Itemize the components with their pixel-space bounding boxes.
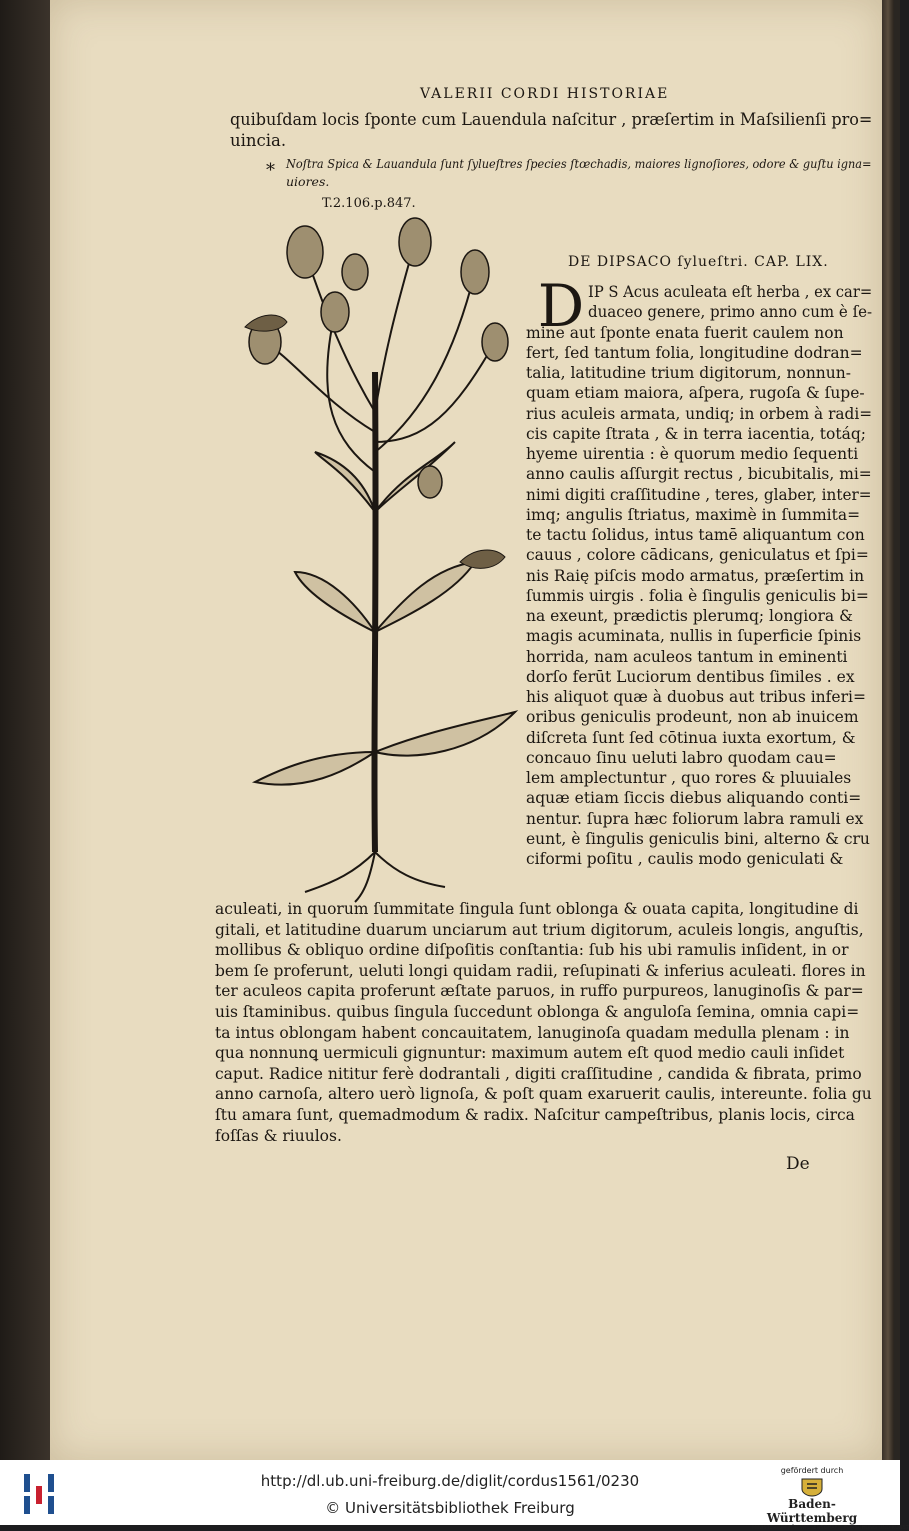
marginal-mark: * — [266, 160, 275, 181]
body-text-line: rius aculeis armata, undiq; in orbem à radi= — [526, 404, 873, 423]
body-text-line: magis acuminata, nullis in ſuperficie ſpinis — [526, 627, 862, 646]
root — [375, 852, 445, 887]
body-text-line: cis capite ſtrata , & in terra iacentia, totáq; — [526, 424, 866, 443]
root — [355, 852, 375, 902]
body-text-line: quam etiam maiora, aſpera, rugoſa & ſupe- — [526, 384, 865, 403]
body-text-line: ſtu amara ſunt, quemadmodum & radix. Naſcitur campeſtribus, planis locis, circa — [215, 1106, 855, 1124]
book-binding — [882, 0, 894, 1460]
intro-line: quibuſdam locis ſponte cum Lauendula naſcitur , præſertim in Maſsilienſi pro= — [230, 110, 873, 129]
body-text-line: foſſas & riuulos. — [215, 1126, 342, 1145]
body-text-line: ciformi poſitu , caulis modo geniculati & — [526, 850, 844, 868]
branch — [375, 342, 495, 442]
body-text-line: nentur. ſupra hæc foliorum labra ramuli ex — [526, 809, 864, 828]
body-text-line: dorſo ferūt Luciorum dentibus ſimiles . ex — [526, 667, 855, 686]
sponsor-label: gefördert durch — [780, 1466, 844, 1475]
body-text-line: eunt, è ſingulis geniculis bini, alterno & cru — [526, 829, 870, 848]
body-text-line: horrida, nam aculeos tantum in eminenti — [526, 647, 848, 666]
body-text-line: mine aut ſponte enata fuerit caulem non — [526, 323, 844, 342]
body-text-line: bem ſe proferunt, ueluti longi quidam radii, reſupinati & inferius aculeati. flores in — [215, 961, 866, 980]
teasel-head — [418, 466, 442, 498]
note-line: uiores. — [286, 174, 330, 189]
body-text-line: concauo ſinu ueluti labro quodam cau= — [526, 748, 837, 767]
body-text-line: te tactu ſolidus, intus tamē aliquantum con — [526, 526, 865, 544]
body-text-line: diſcreta ſunt ſed cōtinua iuxta exortum, & — [526, 728, 856, 747]
leaf — [375, 562, 475, 632]
page-edge — [0, 0, 50, 1460]
body-text-line: anno carnoſa, altero uerò lignoſa, & poſt quam exaruerit caulis, intereunte. folia gu — [215, 1085, 872, 1104]
body-text-line: anno caulis aſſurgit rectus , bicubitalis, mi= — [526, 465, 872, 484]
body-text-line: oribus geniculis prodeunt, non ab inuicem — [526, 708, 859, 727]
body-text-line: cauus , colore cādicans, geniculatus et ſpi= — [526, 546, 869, 565]
body-text-line: duaceo genere, primo anno cum è ſe- — [588, 303, 873, 322]
teasel-head — [461, 250, 489, 294]
body-text-line: uis ſtaminibus. quibus ſingula ſuccedunt oblonga & anguloſa ſemina, omnia capi= — [215, 1003, 860, 1021]
branch — [375, 242, 415, 412]
body-text-line: hyeme uirentia : è quorum medio ſequenti — [526, 445, 859, 463]
teasel-head — [482, 323, 508, 361]
branch — [265, 342, 375, 432]
body-text-line: imq; angulis ſtriatus, maximè in ſummita= — [526, 505, 861, 524]
leaf — [315, 452, 375, 512]
body-text-line: talia, latitudine trium digitorum, nonnun- — [526, 364, 851, 382]
copyright-notice: © Universitätsbibliothek Freiburg — [325, 1499, 575, 1517]
bird-right — [460, 550, 505, 568]
bird-left — [245, 315, 287, 331]
body-text-line: nimi digiti craſſitudine , teres, glaber, inter= — [526, 485, 872, 504]
branch — [327, 312, 375, 472]
branch — [375, 272, 475, 452]
body-text-line: his aliquot quæ à duobus aut tribus inferi= — [526, 688, 866, 706]
body-text-line: aquæ etiam ſiccis diebus aliquando conti= — [526, 789, 862, 808]
body-text-line: nis Raię piſcis modo armatus, præſertim in — [526, 566, 865, 585]
body-text-line: na exeunt, prædictis plerumq; longiora & — [526, 607, 853, 625]
body-text-line: caput. Radice nititur ferè dodrantali , digiti craſſitudine , candida & fibrata, primo — [215, 1064, 862, 1083]
drop-cap-initial: D — [537, 272, 585, 340]
state-crest-icon — [799, 1477, 825, 1497]
body-text-line: qua nonnunꝗ uermiculi gignuntur: maximum autem eſt quod medio cauli inſidet — [215, 1044, 845, 1063]
body-text-line: aculeati, in quorum ſummitate ſingula ſunt oblonga & ouata capita, longitudine di — [215, 900, 859, 918]
sponsor-block — [752, 1464, 909, 1531]
teasel-woodcut-illustration — [225, 212, 525, 902]
plant-stem — [374, 372, 375, 852]
body-text-line: IP S Acus aculeata eſt herba , ex car= — [588, 283, 873, 301]
teasel-head — [399, 218, 431, 266]
body-text-line: gitali, et latitudine duarum unciarum aut trium digitorum, aculeis longis, anguſtis, — [215, 920, 864, 939]
teasel-head — [287, 226, 323, 278]
figure-reference: T.2.106.p.847. — [322, 196, 416, 211]
permalink-url[interactable]: http://dl.ub.uni-freiburg.de/diglit/cordus1561/0230 — [260, 1472, 640, 1490]
chapter-heading: DE DIPSACO ſylueſtri. CAP. LIX. — [568, 254, 829, 270]
catchword: De — [786, 1154, 810, 1174]
note-line: Noſtra Spica & Lauandula ſunt ſylueſtres ſpecies ſtœchadis, maiores lignoſiores, odore & guſtu igna= — [286, 156, 872, 171]
teasel-head — [321, 292, 349, 332]
running-head: VALERII CORDI HISTORIAE — [420, 86, 670, 102]
leaf — [255, 752, 375, 785]
body-text-line: ſummis uirgis . folia è ſingulis geniculis bi= — [526, 586, 869, 605]
body-text-line: ta intus oblongam habent concauitatem, lanuginoſa quadam medulla plenam : in — [215, 1023, 850, 1042]
leaf — [375, 712, 515, 756]
body-text-line: lem amplectuntur , quo rores & pluuiales — [526, 769, 852, 787]
sponsor-name: Baden-Württemberg — [766, 1497, 858, 1525]
viewer-footer — [0, 1460, 909, 1531]
intro-line: uincia. — [230, 131, 287, 150]
leaf — [375, 442, 455, 512]
sponsor-ministry: MINISTERIUM FÜR WISSENSCHAFT, FORSCHUNG UND KUNST — [752, 1525, 909, 1531]
body-text-line: fert, ſed tantum folia, longitudine dodran= — [526, 343, 863, 362]
leaf — [295, 572, 375, 632]
teasel-head — [342, 254, 368, 290]
body-text-line: ter aculeos capita proferunt æſtate paruos, in ruffo purpureos, lanuginoſis & par= — [215, 982, 864, 1001]
body-text-line: mollibus & obliquo ordine diſpoſitis conſtantia: ſub his ubi ramulis inſident, in or — [215, 941, 849, 960]
